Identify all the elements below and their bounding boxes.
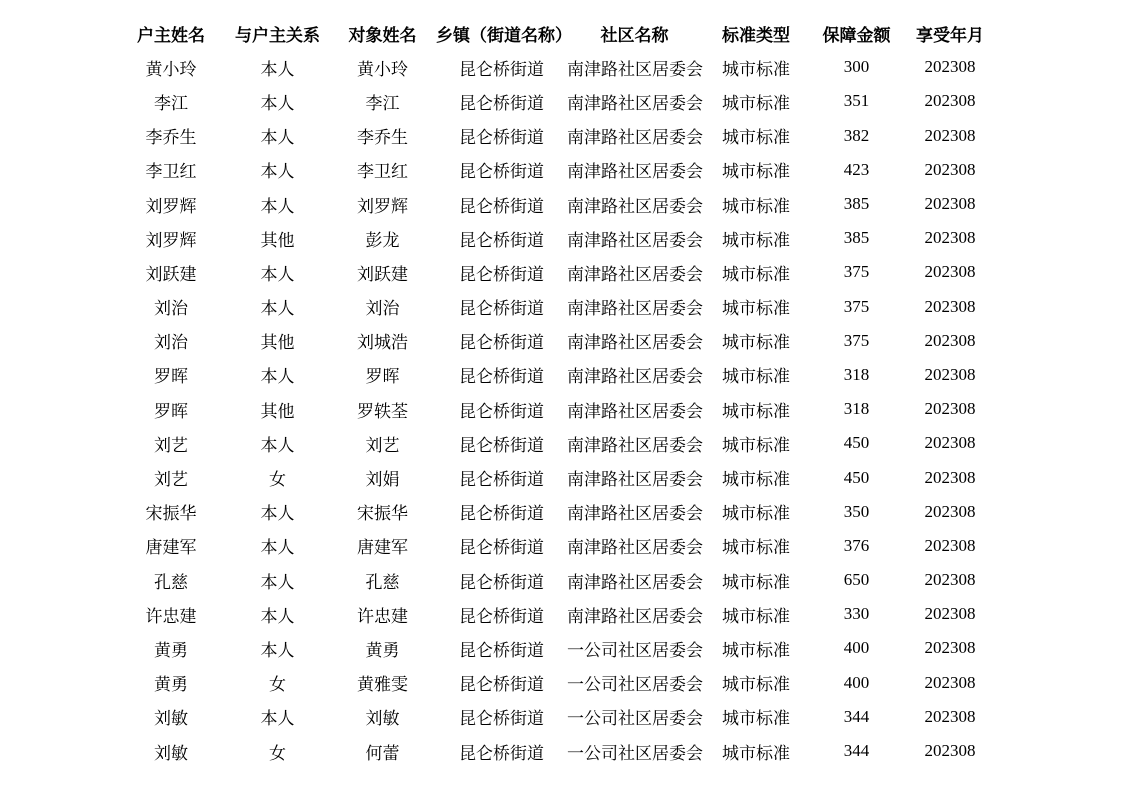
table-cell: 一公司社区居委会 [567,675,703,695]
table-cell: 南津路社区居委会 [567,606,703,626]
table-cell: 南津路社区居委会 [567,470,703,490]
table-cell: 黄勇 [154,640,188,660]
table-cell: 刘罗辉 [145,196,197,216]
table-cell: 昆仑桥街道 [459,470,544,490]
table-cell: 刘治 [154,299,188,319]
benefits-table [116,16,997,768]
table-cell: 南津路社区居委会 [567,401,703,421]
table-cell: 202308 [924,91,976,111]
table-cell: 351 [843,91,870,111]
col-header-township-street: 乡镇（街道名称） [436,25,572,45]
table-cell: 李卫红 [357,162,408,182]
table-cell: 330 [843,604,870,624]
table-cell: 昆仑桥街道 [459,572,544,592]
table-cell: 202308 [924,262,976,282]
table-cell: 一公司社区居委会 [567,743,703,763]
table-cell: 昆仑桥街道 [459,606,544,626]
col-header-community-name: 社区名称 [600,25,669,45]
table-row [116,426,997,460]
table-cell: 一公司社区居委会 [567,709,703,729]
table-cell: 罗轶荃 [357,401,408,421]
table-cell: 本人 [260,196,295,216]
table-cell: 450 [843,433,870,453]
table-cell: 昆仑桥街道 [459,59,544,79]
table-cell: 一公司社区居委会 [567,640,703,660]
table-cell: 罗晖 [154,401,188,421]
table-cell: 城市标准 [722,299,790,319]
table-cell: 李江 [365,93,400,113]
table-cell: 其他 [260,401,295,421]
table-row [116,563,997,597]
table-cell: 376 [843,535,870,555]
table-cell: 城市标准 [722,538,790,558]
table-cell: 刘跃建 [357,264,408,284]
table-cell: 昆仑桥街道 [459,128,544,148]
table-row [116,392,997,426]
table-cell: 344 [843,706,870,726]
table-cell: 202308 [924,433,976,453]
table-cell: 本人 [260,93,295,113]
table-cell: 南津路社区居委会 [567,435,703,455]
table-cell: 刘城浩 [357,333,408,353]
table-cell: 350 [843,501,870,521]
table-cell: 385 [843,194,870,214]
table-row [116,187,997,221]
table-cell: 昆仑桥街道 [459,162,544,182]
table-cell: 黄小玲 [357,59,408,79]
table-cell: 202308 [924,467,976,487]
table-cell: 本人 [260,606,295,626]
table-cell: 昆仑桥街道 [459,367,544,387]
table-cell: 南津路社区居委会 [567,162,703,182]
table-cell: 昆仑桥街道 [459,299,544,319]
table-cell: 城市标准 [722,606,790,626]
document-page [116,16,997,768]
table-cell: 423 [843,159,870,179]
table-cell: 黄小玲 [145,59,197,79]
table-cell: 300 [843,57,870,77]
table-cell: 黄勇 [154,675,188,695]
table-cell: 202308 [924,638,976,658]
table-cell: 城市标准 [722,196,790,216]
table-cell: 刘跃建 [145,264,197,284]
table-cell: 本人 [260,538,295,558]
table-cell: 城市标准 [722,162,790,182]
table-cell: 450 [843,467,870,487]
table-cell: 城市标准 [722,230,790,250]
table-cell: 本人 [260,299,295,319]
table-cell: 何蕾 [365,743,400,763]
table-cell: 385 [843,228,870,248]
table-cell: 昆仑桥街道 [459,230,544,250]
table-cell: 城市标准 [722,572,790,592]
table-cell: 宋振华 [145,504,197,524]
table-cell: 城市标准 [722,93,790,113]
table-cell: 本人 [260,709,295,729]
table-cell: 昆仑桥街道 [459,435,544,455]
table-cell: 刘敏 [365,709,400,729]
col-header-relation-to-head: 与户主关系 [235,25,320,45]
table-cell: 202308 [924,672,976,692]
table-row [116,460,997,494]
table-row [116,358,997,392]
table-cell: 本人 [260,128,295,148]
table-cell: 昆仑桥街道 [459,709,544,729]
table-cell: 城市标准 [722,367,790,387]
table-cell: 黄勇 [365,640,400,660]
table-row [116,290,997,324]
table-cell: 城市标准 [722,743,790,763]
col-header-guarantee-amount: 保障金额 [822,25,891,45]
table-cell: 女 [269,470,286,490]
table-cell: 李乔生 [357,128,408,148]
table-cell: 刘艺 [365,435,400,455]
table-cell: 400 [843,672,870,692]
table-cell: 南津路社区居委会 [567,93,703,113]
table-cell: 李乔生 [145,128,197,148]
table-cell: 城市标准 [722,709,790,729]
table-cell: 城市标准 [722,675,790,695]
table-cell: 202308 [924,228,976,248]
table-cell: 罗晖 [154,367,188,387]
table-cell: 202308 [924,296,976,316]
table-cell: 许忠建 [145,606,197,626]
table-row [116,119,997,153]
table-cell: 刘艺 [154,470,188,490]
table-row [116,631,997,665]
table-cell: 400 [843,638,870,658]
table-row [116,700,997,734]
table-cell: 南津路社区居委会 [567,196,703,216]
table-cell: 382 [843,125,870,145]
table-cell: 南津路社区居委会 [567,333,703,353]
table-cell: 南津路社区居委会 [567,264,703,284]
table-cell: 其他 [260,333,295,353]
table-cell: 202308 [924,706,976,726]
table-row [116,666,997,700]
table-cell: 其他 [260,230,295,250]
table-row [116,529,997,563]
table-cell: 昆仑桥街道 [459,333,544,353]
table-cell: 南津路社区居委会 [567,230,703,250]
table-cell: 南津路社区居委会 [567,299,703,319]
table-cell: 本人 [260,572,295,592]
table-cell: 李江 [154,93,188,113]
table-cell: 本人 [260,162,295,182]
table-cell: 本人 [260,640,295,660]
table-cell: 南津路社区居委会 [567,128,703,148]
table-cell: 城市标准 [722,128,790,148]
table-cell: 375 [843,262,870,282]
table-cell: 刘敏 [154,709,188,729]
table-cell: 刘娟 [365,470,400,490]
table-cell: 南津路社区居委会 [567,538,703,558]
table-cell: 刘治 [154,333,188,353]
table-cell: 202308 [924,399,976,419]
table-cell: 昆仑桥街道 [459,538,544,558]
table-cell: 202308 [924,330,976,350]
col-header-benefit-month: 享受年月 [916,25,984,45]
table-cell: 昆仑桥街道 [459,504,544,524]
table-cell: 孔慈 [365,572,400,592]
table-cell: 南津路社区居委会 [567,59,703,79]
table-cell: 202308 [924,741,976,761]
table-cell: 昆仑桥街道 [459,743,544,763]
table-cell: 李卫红 [145,162,197,182]
table-cell: 女 [269,675,286,695]
table-cell: 许忠建 [357,606,408,626]
table-cell: 昆仑桥街道 [459,401,544,421]
table-row [116,495,997,529]
col-header-household-head-name: 户主姓名 [137,25,205,45]
table-cell: 南津路社区居委会 [567,367,703,387]
table-cell: 昆仑桥街道 [459,675,544,695]
table-row [116,50,997,84]
table-row [116,221,997,255]
table-cell: 375 [843,296,870,316]
table-cell: 202308 [924,604,976,624]
col-header-standard-type: 标准类型 [722,25,790,45]
table-cell: 202308 [924,194,976,214]
table-cell: 南津路社区居委会 [567,572,703,592]
table-row [116,734,997,768]
table-cell: 昆仑桥街道 [459,196,544,216]
table-cell: 孔慈 [154,572,188,592]
table-cell: 城市标准 [722,333,790,353]
table-cell: 375 [843,330,870,350]
table-cell: 唐建军 [357,538,408,558]
table-cell: 202308 [924,535,976,555]
table-row [116,255,997,289]
table-cell: 344 [843,741,870,761]
table-header-row [116,16,997,50]
table-cell: 本人 [260,59,295,79]
table-cell: 昆仑桥街道 [459,640,544,660]
table-cell: 本人 [260,435,295,455]
table-row [116,153,997,187]
table-cell: 202308 [924,125,976,145]
table-cell: 城市标准 [722,401,790,421]
table-cell: 318 [843,364,870,384]
table-row [116,324,997,358]
table-cell: 本人 [260,504,295,524]
table-cell: 318 [843,399,870,419]
table-cell: 刘罗辉 [145,230,197,250]
table-cell: 本人 [260,264,295,284]
table-cell: 202308 [924,364,976,384]
table-cell: 唐建军 [145,538,197,558]
table-cell: 刘艺 [154,435,188,455]
table-cell: 城市标准 [722,504,790,524]
table-cell: 罗晖 [365,367,400,387]
table-cell: 城市标准 [722,264,790,284]
table-row [116,597,997,631]
table-cell: 黄雅雯 [357,675,408,695]
table-cell: 城市标准 [722,640,790,660]
table-cell: 女 [269,743,286,763]
col-header-subject-name: 对象姓名 [348,25,417,45]
table-cell: 城市标准 [722,470,790,490]
table-cell: 彭龙 [365,230,400,250]
table-cell: 城市标准 [722,59,790,79]
table-cell: 昆仑桥街道 [459,93,544,113]
table-cell: 城市标准 [722,435,790,455]
table-cell: 202308 [924,570,976,590]
table-cell: 刘治 [365,299,400,319]
table-cell: 本人 [260,367,295,387]
table-cell: 650 [843,570,870,590]
table-cell: 刘罗辉 [357,196,408,216]
table-cell: 刘敏 [154,743,188,763]
table-cell: 202308 [924,501,976,521]
table-cell: 南津路社区居委会 [567,504,703,524]
table-cell: 宋振华 [357,504,408,524]
table-row [116,84,997,118]
table-cell: 202308 [924,57,976,77]
table-cell: 202308 [924,159,976,179]
table-cell: 昆仑桥街道 [459,264,544,284]
